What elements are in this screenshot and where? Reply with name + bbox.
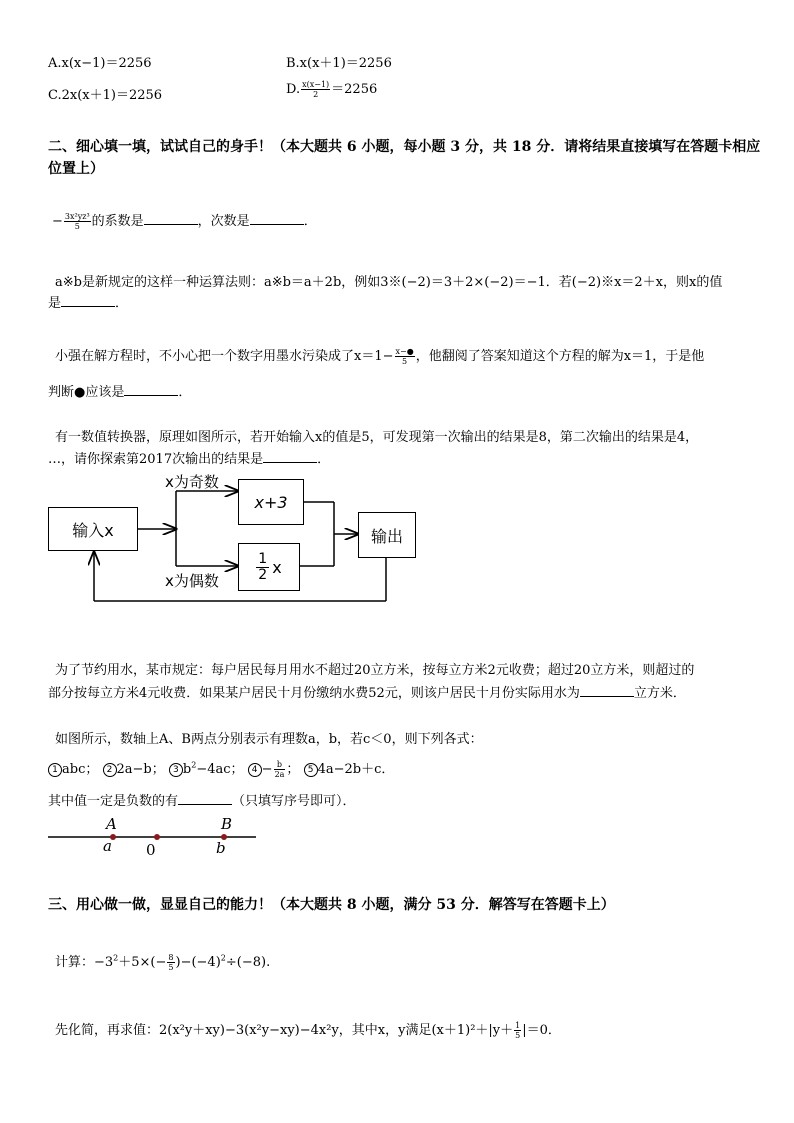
q6-item-4-denominator: 2a xyxy=(274,770,285,779)
q1-minus: − xyxy=(52,214,63,229)
q3-line1 xyxy=(55,345,704,366)
q2-line1: a※b是新规定的这样一种运算法则：a※b＝a＋2b，例如3※(−2)＝3＋2×(−2)＝−1．若(−2)※x＝2＋x，则x的值 xyxy=(55,275,723,290)
point-b-label: B xyxy=(221,815,233,833)
q6-prefix: 其中值一定是负数的有 xyxy=(48,794,179,809)
even-op-numerator: 1 xyxy=(258,550,268,567)
section-3-title: 三、用心做一做，显显自己的能力！（本大题共 8 小题，满分 53 分．解答写在答题卡上） xyxy=(48,897,615,913)
q8-denominator: 5 xyxy=(515,1031,521,1040)
q6-item-1: abc； xyxy=(62,762,99,777)
q6-blank xyxy=(178,793,232,805)
section-2-title-line2: 位置上） xyxy=(48,161,104,177)
q5-blank xyxy=(580,685,634,697)
origin-dot xyxy=(154,834,160,840)
q3-end: ． xyxy=(178,385,192,400)
question-1 xyxy=(52,210,317,231)
choice-c: C.2x(x＋1)＝2256 xyxy=(48,88,163,103)
q7-fraction xyxy=(167,953,174,972)
q3-text-b: ，他翻阅了答案知道这个方程的解为x＝1，于是他 xyxy=(415,349,705,364)
q3-denominator: 5 xyxy=(402,357,408,366)
q3-numerator: x−● xyxy=(395,347,414,356)
q1-blank-2 xyxy=(250,213,304,225)
q6-item-4-minus: − xyxy=(261,762,273,777)
q3-line2 xyxy=(48,381,191,400)
q4-end: ． xyxy=(317,452,331,467)
q5-line2 xyxy=(48,682,686,701)
q5-line1: 为了节约用水，某市规定：每户居民每月用水不超过20立方米，按每立方米2元收费；超过20立方米，则超过的 xyxy=(55,663,695,678)
choice-d-denominator: 2 xyxy=(313,90,319,99)
q3-prefix: 判断●应该是 xyxy=(48,385,125,400)
section-2-title-line1: 二、细心填一填，试试自己的身手！（本大题共 6 小题，每小题 3 分，共 18 分．请将结果直接填写在答题卡相应 xyxy=(48,139,761,155)
q7-denominator: 5 xyxy=(168,963,174,972)
choice-a: A.x(x−1)＝2256 xyxy=(48,56,152,71)
q7-end: ÷(−8). xyxy=(225,955,271,970)
q1-blank-1 xyxy=(144,213,198,225)
q6-item-2: 2a−b； xyxy=(116,762,165,777)
q7-numerator: 8 xyxy=(168,953,174,962)
q3-text-a: 小强在解方程时，不小心把一个数字用墨水污染成了x＝1− xyxy=(55,349,394,364)
q6-item-4-numerator: b xyxy=(274,760,286,770)
q6-item-4-fraction xyxy=(274,760,286,779)
input-box xyxy=(48,507,138,551)
q7-expression xyxy=(55,951,270,972)
q7-exp2: 2 xyxy=(220,953,226,963)
q1-text: 的系数是 xyxy=(91,214,144,229)
q8-text: 先化简，再求值：2(x²y＋xy)−3(x²y−xy)−4x²y，其中x，y满足(x＋1)²＋|y＋ xyxy=(55,1023,514,1038)
q6-item-3: $b^2-4ac$； xyxy=(182,760,244,777)
q3-blank xyxy=(124,384,178,396)
q3-fraction xyxy=(395,347,415,366)
choice-d xyxy=(286,78,377,99)
even-op-fraction xyxy=(256,552,269,583)
q8-end: |＝0． xyxy=(522,1023,561,1038)
q2-line2 xyxy=(48,292,128,311)
q6-line3 xyxy=(48,790,356,809)
q6-circle-4: 4 xyxy=(248,763,262,777)
odd-op-box xyxy=(238,479,304,525)
q6-line1: 如图所示，数轴上A、B两点分别表示有理数a，b，若c＜0，则下列各式： xyxy=(55,732,483,747)
q7-mid1: ＋5×(− xyxy=(118,955,167,970)
q6-circle-3: 3 xyxy=(169,763,183,777)
q7-exp: 2 xyxy=(113,953,119,963)
q2-end: ． xyxy=(115,296,129,311)
choice-d-suffix: ＝2256 xyxy=(331,82,378,97)
point-a-label: A xyxy=(106,815,117,833)
value-a-label: a xyxy=(103,837,112,855)
q6-items xyxy=(48,758,394,779)
even-label: x为偶数 xyxy=(165,572,219,590)
even-op-box xyxy=(238,543,300,591)
q2-prefix: 是 xyxy=(48,296,62,311)
q4-line1: 有一数值转换器，原理如图所示，若开始输入x的值是5，可发现第一次输出的结果是8，第二次输出的结果是4， xyxy=(55,430,699,445)
q7-prefix: 计算：−3 xyxy=(55,955,114,970)
q5-prefix: 部分按每立方米4元收费．如果某户居民十月份缴纳水费52元，则该户居民十月份实际用水为 xyxy=(48,686,580,701)
q1-numerator: 3x²yz³ xyxy=(64,212,90,221)
q6-circle-2: 2 xyxy=(103,763,117,777)
value-b-label: b xyxy=(216,839,226,857)
q4-blank xyxy=(263,451,317,463)
even-op-denominator: 2 xyxy=(258,566,268,583)
even-op-variable: x xyxy=(272,557,282,577)
q4-prefix: …，请你探索第2017次输出的结果是 xyxy=(48,452,264,467)
q5-end: 立方米． xyxy=(633,686,686,701)
output-box xyxy=(358,512,416,558)
q6-circle-5: 5 xyxy=(304,763,318,777)
choice-d-prefix: D. xyxy=(286,82,301,97)
q2-blank xyxy=(61,295,115,307)
q4-line2 xyxy=(48,448,330,467)
q6-end: （只填写序号即可）． xyxy=(232,794,356,809)
q6-item-4: ； xyxy=(286,762,300,777)
odd-op-label: x+3 xyxy=(254,492,288,512)
q8-numerator: 1 xyxy=(515,1021,521,1030)
output-box-label: 输出 xyxy=(370,526,403,546)
input-box-label: 输入x xyxy=(72,520,114,540)
q1-sep: ，次数是 xyxy=(197,214,250,229)
origin-label: 0 xyxy=(146,841,156,859)
q7-mid2: )−(−4) xyxy=(175,955,221,970)
q1-fraction xyxy=(64,212,91,231)
choice-d-fraction xyxy=(301,80,330,99)
odd-label: x为奇数 xyxy=(165,473,219,491)
q6-item-5: 4a−2b＋c． xyxy=(317,762,395,777)
q6-circle-1: 1 xyxy=(48,763,62,777)
number-line-axis xyxy=(0,810,794,860)
q1-denominator: 5 xyxy=(74,222,80,231)
q1-end: ． xyxy=(303,214,317,229)
number-line xyxy=(0,810,794,860)
q8-expression xyxy=(55,1019,561,1040)
choice-b: B.x(x＋1)＝2256 xyxy=(286,56,392,71)
q8-fraction xyxy=(514,1021,521,1040)
choice-d-numerator: x(x−1) xyxy=(302,80,330,89)
